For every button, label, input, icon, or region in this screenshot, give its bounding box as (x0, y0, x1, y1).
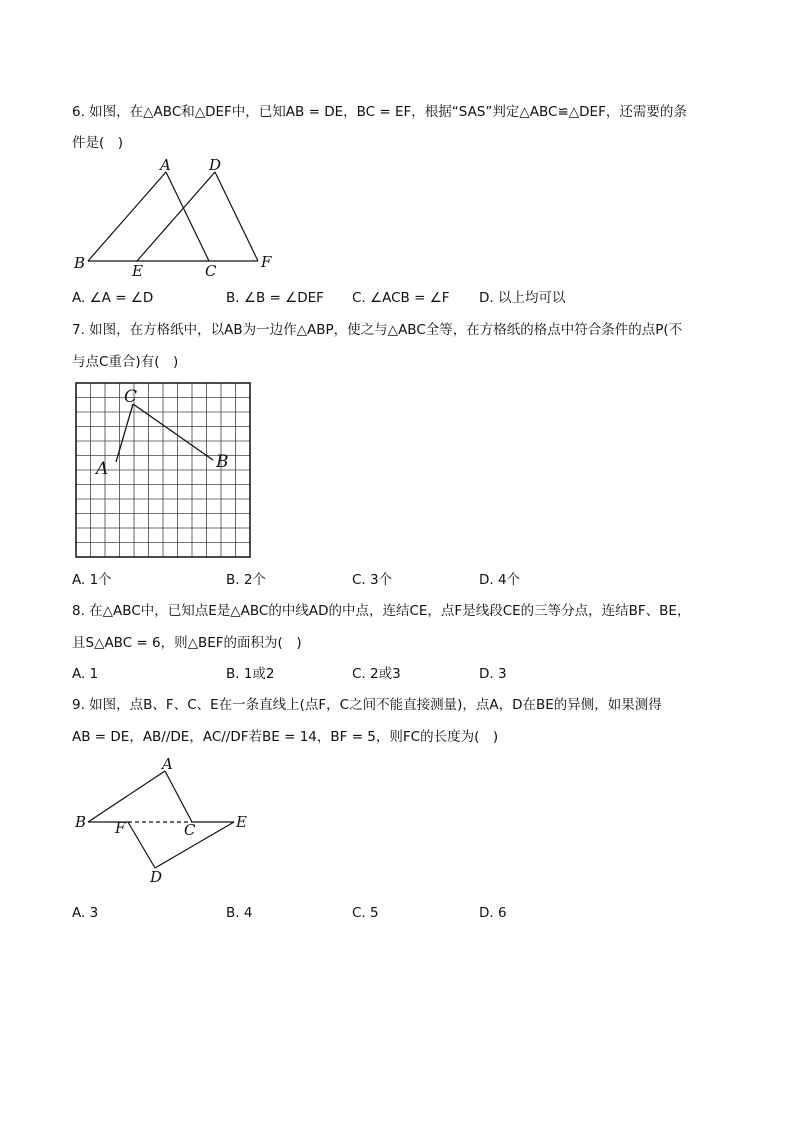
q6-figure (70, 155, 280, 280)
q9-label-F: F (115, 819, 126, 837)
q6-label-C: C (205, 262, 217, 280)
q7-stem-line1: 7. 如图，在方格纸中，以AB为一边作△ABP，使之与△ABC全等，在方格纸的格点中符合条件的点P(不 (72, 322, 683, 338)
q7-label-B: B (216, 452, 229, 472)
q7-option-c[interactable]: C. 3个 (352, 572, 393, 588)
q7-option-b[interactable]: B. 2个 (226, 572, 266, 588)
q7-label-C: C (124, 387, 138, 407)
q9-option-b[interactable]: B. 4 (226, 905, 253, 921)
q9-option-d[interactable]: D. 6 (479, 905, 507, 921)
q6-label-A: A (160, 156, 171, 174)
q8-stem-line2: 且S△ABC = 6，则△BEF的面积为( ) (72, 635, 302, 651)
q9-label-A: A (162, 755, 173, 773)
q7-label-A: A (96, 459, 109, 479)
q9-option-a[interactable]: A. 3 (72, 905, 99, 921)
q6-option-d[interactable]: D. 以上均可以 (479, 290, 566, 306)
q9-label-D: D (150, 868, 163, 886)
q6-label-E: E (132, 262, 143, 280)
q8-option-d[interactable]: D. 3 (479, 666, 507, 682)
q6-label-D: D (209, 156, 222, 174)
q7-grid-figure (70, 380, 255, 560)
q8-option-b[interactable]: B. 1或2 (226, 666, 275, 682)
q9-label-E: E (236, 813, 247, 831)
q6-option-b[interactable]: B. ∠B = ∠DEF (226, 290, 324, 306)
q9-option-c[interactable]: C. 5 (352, 905, 379, 921)
q9-label-B: B (75, 813, 87, 831)
q9-label-C: C (184, 821, 196, 839)
q9-figure (70, 755, 255, 890)
q8-stem-line1: 8. 在△ABC中，已知点E是△ABC的中线AD的中点，连结CE，点F是线段CE的三等分点，连结BF、BE， (72, 603, 691, 619)
q6-label-F: F (261, 253, 272, 271)
q9-stem-line2: AB = DE，AB//DE，AC//DF若BE = 14，BF = 5，则FC的长度为( ) (72, 729, 499, 745)
q8-option-c[interactable]: C. 2或3 (352, 666, 401, 682)
q7-option-d[interactable]: D. 4个 (479, 572, 521, 588)
q6-stem-line1: 6. 如图，在△ABC和△DEF中，已知AB = DE，BC = EF，根据“SAS”判定△ABC≌△DEF，还需要的条 (72, 104, 687, 120)
q6-stem-line2: 件是( ) (72, 135, 124, 151)
q6-label-B: B (74, 254, 86, 272)
q9-stem-line1: 9. 如图，点B、F、C、E在一条直线上(点F，C之间不能直接测量)，点A，D在BE的异侧，如果测得 (72, 697, 662, 713)
q8-option-a[interactable]: A. 1 (72, 666, 99, 682)
q7-option-a[interactable]: A. 1个 (72, 572, 112, 588)
q6-option-a[interactable]: A. ∠A = ∠D (72, 290, 154, 306)
q6-option-c[interactable]: C. ∠ACB = ∠F (352, 290, 450, 306)
q7-stem-line2: 与点C重合)有( ) (72, 354, 179, 370)
